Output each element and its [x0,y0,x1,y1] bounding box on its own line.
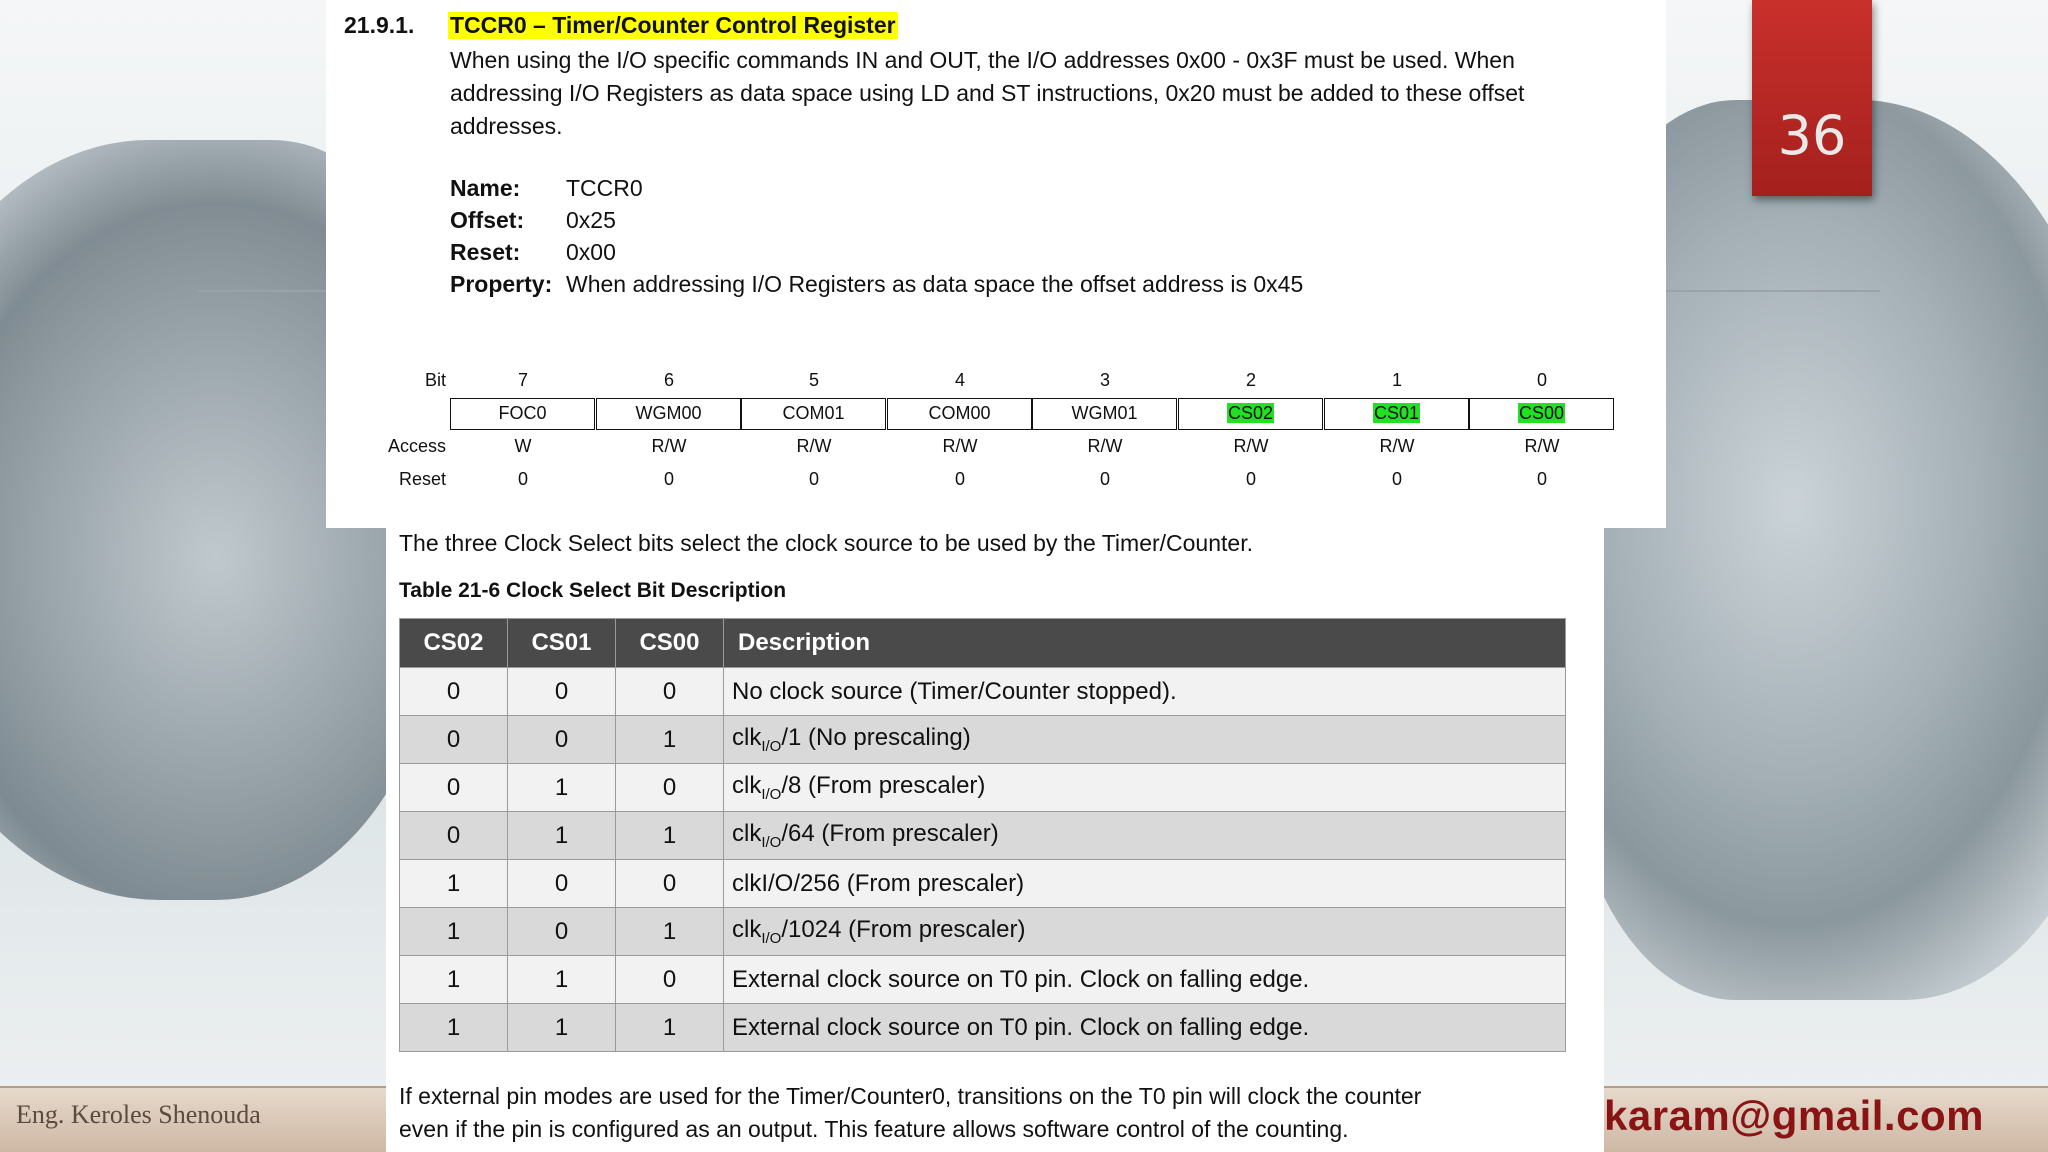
register-bit-access: R/W [651,436,687,456]
register-bit-reset: 0 [808,469,819,489]
prop-name-key: Name: [450,175,521,201]
register-bit-name: FOC0 [498,403,547,423]
header-cs01: CS01 [508,619,616,668]
header-description: Description [724,619,1566,668]
prop-reset-key: Reset: [450,239,521,265]
clock-select-row [400,812,1566,860]
cell-cs01: 0 [508,860,616,908]
section-number: 21.9.1. [344,12,415,38]
register-bit-reset: 0 [1391,469,1402,489]
cell-cs01: 0 [508,908,616,956]
cell-description [724,908,1566,956]
register-bit-name: CS02 [1227,403,1274,423]
register-bit-label: Bit [424,370,446,390]
prop-offset-value: 0x25 [566,207,616,233]
register-bit-number: 7 [517,370,528,390]
prop-offset-key: Offset: [450,207,525,233]
slide-number: 36 [1777,104,1847,167]
clock-select-row [400,956,1566,1004]
clock-select-row [400,908,1566,956]
cell-description: No clock source (Timer/Counter stopped). [724,668,1566,716]
cell-description: External clock source on T0 pin. Clock on falling edge. [724,1004,1566,1052]
clock-select-table-caption: Table 21-6 Clock Select Bit Description [399,579,787,602]
clock-select-row [400,860,1566,908]
cell-cs01: 1 [508,956,616,1004]
description-rest: /1 (No prescaling) [781,724,971,752]
register-bit-access: R/W [1524,436,1560,456]
footnote-line-2: even if the pin is configured as an output. This feature allows software control of the counting. [399,1116,1349,1142]
description-io-subscript: I/O [761,833,782,851]
cell-description [724,764,1566,812]
register-bit-access: W [514,436,532,456]
description-clk: clk [732,916,762,944]
prop-property-value: When addressing I/O Registers as data space the offset address is 0x45 [566,271,1304,297]
prop-reset-value: 0x00 [566,239,616,265]
cell-cs01: 1 [508,764,616,812]
register-bit-number: 5 [808,370,819,390]
cell-cs00: 1 [616,908,724,956]
register-bit-access: R/W [796,436,832,456]
cell-cs01: 1 [508,1004,616,1052]
cell-cs02: 0 [400,812,508,860]
register-bit-name: WGM00 [635,403,702,423]
cell-cs00: 1 [616,1004,724,1052]
register-bit-name: WGM01 [1071,403,1138,423]
register-bit-reset: 0 [517,469,528,489]
register-bit-cell [1178,398,1323,430]
cell-cs01: 0 [508,716,616,764]
clock-select-row [400,668,1566,716]
register-bit-reset: 0 [954,469,965,489]
description-rest: /1024 (From prescaler) [781,916,1026,944]
intro-line-3: addresses. [450,113,563,139]
cell-cs01: 1 [508,812,616,860]
cell-cs02: 0 [400,764,508,812]
clock-select-header-row [400,619,1566,668]
register-bit-reset: 0 [663,469,674,489]
register-bit-access: R/W [1087,436,1123,456]
prop-name-value: TCCR0 [566,175,643,201]
description-io-subscript: I/O [761,929,782,947]
intro-line-1: When using the I/O specific commands IN and OUT, the I/O addresses 0x00 - 0x3F must be used. When [450,47,1515,73]
register-bit-cell [1032,398,1177,430]
cell-cs00: 0 [616,764,724,812]
cell-description [724,716,1566,764]
register-bit-cell [596,398,741,430]
register-bit-cell [450,398,595,430]
slide-number-badge [1752,0,1872,196]
register-bit-reset: 0 [1536,469,1547,489]
cell-cs02: 0 [400,668,508,716]
cell-cs00: 0 [616,860,724,908]
header-cs00: CS00 [616,619,724,668]
cell-description: External clock source on T0 pin. Clock on falling edge. [724,956,1566,1004]
cell-cs02: 1 [400,1004,508,1052]
clock-select-row [400,1004,1566,1052]
cell-description [724,812,1566,860]
clock-select-row [400,716,1566,764]
register-bit-number: 6 [663,370,674,390]
register-bit-name: CS01 [1373,403,1420,423]
footer-author: Eng. Keroles Shenouda [16,1100,261,1129]
register-bit-reset: 0 [1245,469,1256,489]
cell-cs01: 0 [508,668,616,716]
section-title: TCCR0 – Timer/Counter Control Register [450,12,896,38]
register-bit-number: 0 [1536,370,1547,390]
cell-cs00: 0 [616,956,724,1004]
register-bit-access: R/W [1379,436,1415,456]
description-io-subscript: I/O [761,737,782,755]
clock-select-table [399,618,1566,1052]
intro-line-2: addressing I/O Registers as data space using LD and ST instructions, 0x20 must be added to these offset [450,80,1525,106]
register-bit-number: 1 [1391,370,1402,390]
register-bit-number: 2 [1245,370,1256,390]
description-io-subscript: I/O [761,785,782,803]
register-access-label: Access [387,436,446,456]
background-divider-left [198,290,338,292]
cell-cs02: 1 [400,860,508,908]
prop-property-key: Property: [450,271,553,297]
cell-description: clkI/O/256 (From prescaler) [724,860,1566,908]
register-bit-cell [741,398,886,430]
description-clk: clk [732,724,762,752]
register-bit-name: COM00 [928,403,991,423]
register-bit-access: R/W [942,436,978,456]
clock-select-row [400,764,1566,812]
register-bit-cell [1324,398,1469,430]
register-bit-name: CS00 [1518,403,1565,423]
cell-cs00: 1 [616,716,724,764]
cell-cs02: 1 [400,908,508,956]
register-bit-cell [887,398,1032,430]
cell-cs00: 0 [616,668,724,716]
register-bit-number: 3 [1099,370,1110,390]
cell-cs02: 0 [400,716,508,764]
register-bit-access: R/W [1233,436,1269,456]
background-divider-right [1666,290,1880,292]
description-rest: /64 (From prescaler) [781,820,999,848]
register-reset-label: Reset [398,469,446,489]
cell-cs02: 1 [400,956,508,1004]
header-cs02: CS02 [400,619,508,668]
register-bit-number: 4 [954,370,965,390]
register-bit-reset: 0 [1099,469,1110,489]
description-clk: clk [732,772,762,800]
register-bit-name: COM01 [782,403,845,423]
description-clk: clk [732,820,762,848]
register-bit-cell [1469,398,1614,430]
cell-cs00: 1 [616,812,724,860]
clock-select-lead-text: The three Clock Select bits select the clock source to be used by the Timer/Counter. [399,530,1253,556]
footnote-line-1: If external pin modes are used for the Timer/Counter0, transitions on the T0 pin will clock the counter [399,1083,1422,1109]
footer-email: karam@gmail.com [1604,1092,1984,1139]
description-rest: /8 (From prescaler) [781,772,986,800]
